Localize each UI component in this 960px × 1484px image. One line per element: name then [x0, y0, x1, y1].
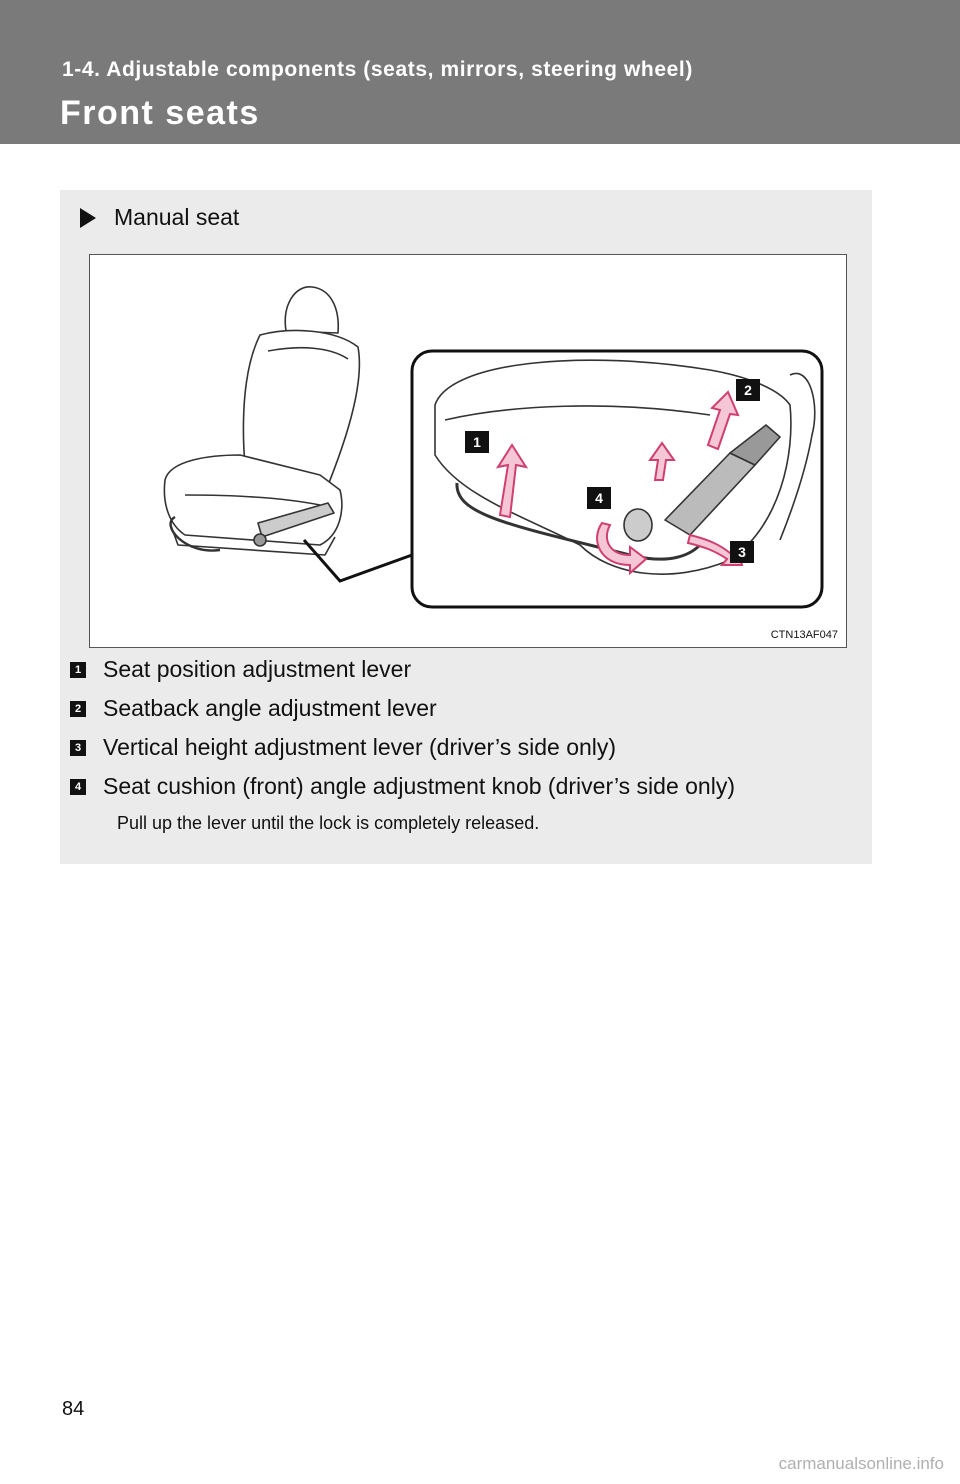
seat-illustration [89, 254, 847, 648]
seat-illustration-drawing [90, 255, 846, 647]
list-item [70, 689, 860, 728]
panel-heading-text: Manual seat [114, 204, 240, 230]
list-item [70, 767, 860, 806]
callout-4-text: 4 [595, 490, 603, 506]
item-label: Vertical height adjustment lever (driver’s side only) [103, 734, 617, 760]
triangle-bullet-icon [80, 208, 96, 228]
item-label: Seat position adjustment lever [103, 656, 412, 682]
page-title: Front seats [60, 94, 260, 132]
item-number-badge: 3 [70, 740, 86, 756]
panel-heading [80, 204, 239, 231]
list-item [70, 650, 860, 689]
item-number-badge: 1 [70, 662, 86, 678]
item-number-badge: 4 [70, 779, 86, 795]
page-number: 84 [62, 1398, 85, 1420]
component-list [70, 650, 860, 806]
callout-2-text: 2 [744, 382, 752, 398]
callout-1-text: 1 [473, 434, 481, 450]
section-label: 1-4. Adjustable components (seats, mirrors, steering wheel) [62, 58, 693, 81]
item-number-badge: 2 [70, 701, 86, 717]
item-label: Seatback angle adjustment lever [103, 695, 437, 721]
watermark: carmanualsonline.info [778, 1454, 944, 1473]
instruction-note: Pull up the lever until the lock is completely released. [117, 813, 540, 833]
page-header [0, 0, 960, 144]
figure-code: CTN13AF047 [770, 629, 838, 641]
callout-3-text: 3 [738, 544, 746, 560]
zoom-leader-line [304, 540, 412, 581]
item-label: Seat cushion (front) angle adjustment knob (driver’s side only) [103, 773, 735, 799]
list-item [70, 728, 860, 767]
seat-side-view [164, 287, 359, 555]
